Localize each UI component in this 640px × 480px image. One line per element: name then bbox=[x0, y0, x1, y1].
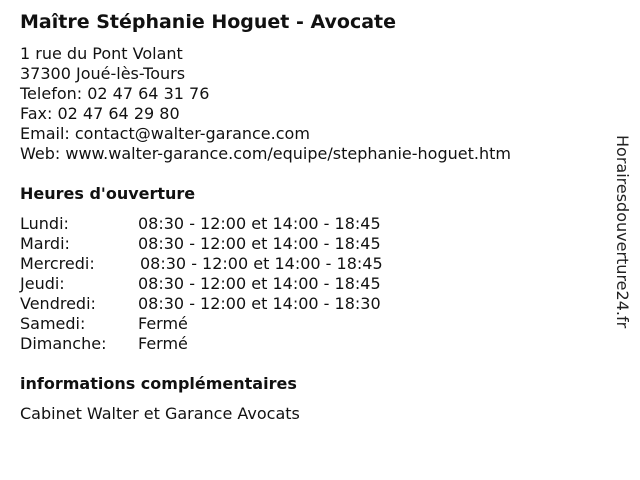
site-watermark: Horairesdouverture24.fr bbox=[613, 135, 632, 329]
page-title: Maître Stéphanie Hoguet - Avocate bbox=[20, 11, 397, 33]
hours-time-value: 08:30 - 12:00 et 14:00 - 18:45 bbox=[138, 214, 381, 233]
website-url: Web: www.walter-garance.com/equipe/stephanie-hoguet.htm bbox=[20, 144, 511, 163]
hours-day-label: Lundi: bbox=[20, 214, 69, 233]
hours-day-label: Mercredi: bbox=[20, 254, 95, 273]
hours-day-label: Samedi: bbox=[20, 314, 86, 333]
phone-number: Telefon: 02 47 64 31 76 bbox=[20, 84, 210, 103]
hours-day-label: Vendredi: bbox=[20, 294, 96, 313]
info-heading: informations complémentaires bbox=[20, 374, 297, 393]
address-street: 1 rue du Pont Volant bbox=[20, 44, 183, 63]
hours-heading: Heures d'ouverture bbox=[20, 184, 196, 203]
hours-day-label: Dimanche: bbox=[20, 334, 107, 353]
hours-time-value: 08:30 - 12:00 et 14:00 - 18:45 bbox=[140, 254, 383, 273]
email-address: Email: contact@walter-garance.com bbox=[20, 124, 310, 143]
info-text: Cabinet Walter et Garance Avocats bbox=[20, 404, 300, 423]
address-city: 37300 Joué-lès-Tours bbox=[20, 64, 186, 83]
hours-time-value: 08:30 - 12:00 et 14:00 - 18:45 bbox=[138, 274, 381, 293]
hours-day-label: Jeudi: bbox=[20, 274, 65, 293]
hours-time-value: Fermé bbox=[138, 314, 188, 333]
contact-block bbox=[20, 44, 511, 164]
hours-time-value: 08:30 - 12:00 et 14:00 - 18:45 bbox=[138, 234, 381, 253]
hours-time-value: Fermé bbox=[138, 334, 188, 353]
fax-number: Fax: 02 47 64 29 80 bbox=[20, 104, 180, 123]
hours-time-value: 08:30 - 12:00 et 14:00 - 18:30 bbox=[138, 294, 381, 313]
hours-day-label: Mardi: bbox=[20, 234, 70, 253]
